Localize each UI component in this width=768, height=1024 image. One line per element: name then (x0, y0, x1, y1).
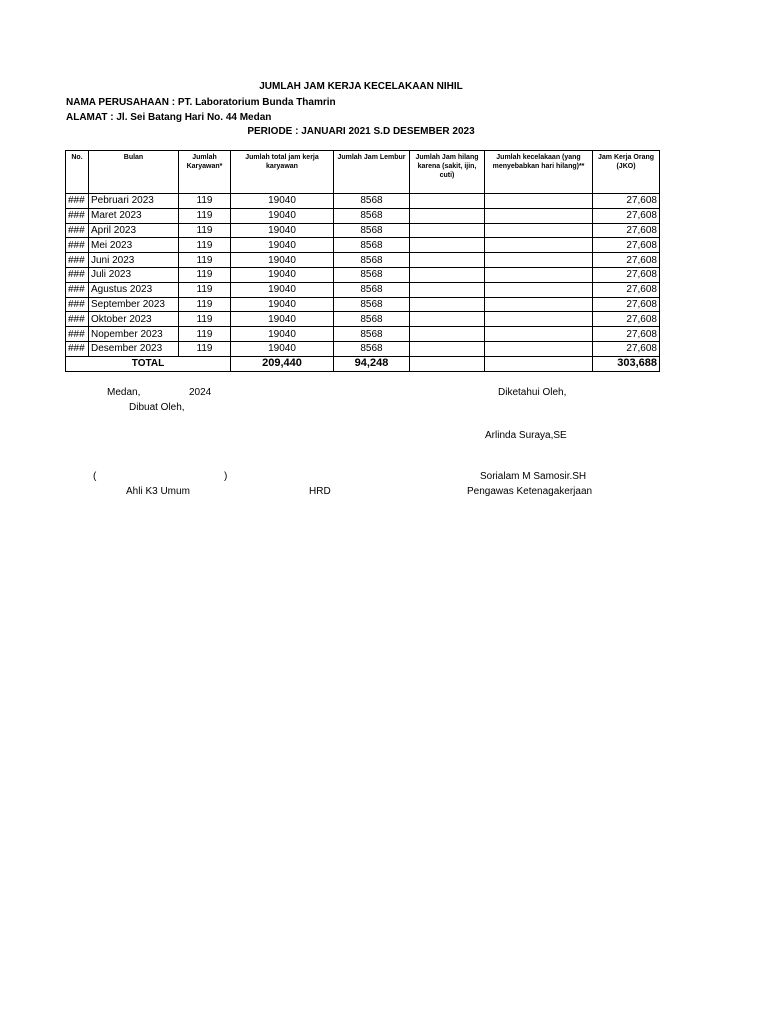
cell-kecelakaan (485, 194, 593, 209)
cell-jam-total: 19040 (231, 327, 334, 342)
table-row (66, 267, 660, 282)
cell-hilang (410, 341, 485, 356)
cell-lembur: 8568 (334, 312, 410, 327)
cell-jko: 27,608 (593, 341, 660, 356)
cell-bulan: September 2023 (89, 297, 179, 312)
cell-jam-total: 19040 (231, 223, 334, 238)
cell-karyawan: 119 (179, 312, 231, 327)
cell-jko: 27,608 (593, 297, 660, 312)
work-hours-table (65, 150, 660, 372)
total-lembur: 94,248 (334, 356, 410, 371)
cell-jko: 27,608 (593, 282, 660, 297)
cell-kecelakaan (485, 253, 593, 268)
cell-karyawan: 119 (179, 341, 231, 356)
cell-jam-total: 19040 (231, 238, 334, 253)
cell-jko: 27,608 (593, 327, 660, 342)
total-jko: 303,688 (593, 356, 660, 371)
cell-no: ### (66, 297, 89, 312)
cell-kecelakaan (485, 327, 593, 342)
role-pengawas: Pengawas Ketenagakerjaan (467, 486, 593, 497)
cell-lembur: 8568 (334, 194, 410, 209)
cell-lembur: 8568 (334, 282, 410, 297)
bracket-open: ( (93, 471, 97, 482)
cell-karyawan: 119 (179, 253, 231, 268)
cell-lembur: 8568 (334, 327, 410, 342)
cell-jam-total: 19040 (231, 341, 334, 356)
cell-karyawan: 119 (179, 208, 231, 223)
cell-hilang (410, 238, 485, 253)
cell-bulan: Juni 2023 (89, 253, 179, 268)
table-header-row (66, 151, 660, 194)
header-lembur: Jumlah Jam Lembur (334, 151, 410, 194)
header-bulan: Bulan (89, 151, 179, 194)
total-kecelakaan (485, 356, 593, 371)
table-row (66, 282, 660, 297)
header-jko: Jam Kerja Orang (JKO) (593, 151, 660, 194)
cell-bulan: Agustus 2023 (89, 282, 179, 297)
table-row (66, 253, 660, 268)
cell-kecelakaan (485, 282, 593, 297)
cell-hilang (410, 208, 485, 223)
cell-kecelakaan (485, 312, 593, 327)
cell-no: ### (66, 208, 89, 223)
cell-no: ### (66, 312, 89, 327)
cell-karyawan: 119 (179, 282, 231, 297)
cell-lembur: 8568 (334, 297, 410, 312)
cell-kecelakaan (485, 238, 593, 253)
cell-kecelakaan (485, 223, 593, 238)
header-no: No. (66, 151, 89, 194)
cell-jko: 27,608 (593, 238, 660, 253)
company-name: NAMA PERUSAHAAN : PT. Laboratorium Bunda Thamrin (66, 97, 336, 108)
total-row (66, 356, 660, 371)
cell-hilang (410, 267, 485, 282)
cell-kecelakaan (485, 341, 593, 356)
cell-jko: 27,608 (593, 312, 660, 327)
cell-karyawan: 119 (179, 238, 231, 253)
cell-bulan: Pebruari 2023 (89, 194, 179, 209)
bracket-close: ) (224, 471, 228, 482)
cell-hilang (410, 223, 485, 238)
cell-no: ### (66, 327, 89, 342)
cell-kecelakaan (485, 208, 593, 223)
signature-place: Medan, (107, 387, 141, 398)
cell-bulan: Nopember 2023 (89, 327, 179, 342)
cell-jam-total: 19040 (231, 312, 334, 327)
cell-jam-total: 19040 (231, 297, 334, 312)
cell-bulan: Maret 2023 (89, 208, 179, 223)
table-row (66, 208, 660, 223)
total-hilang (410, 356, 485, 371)
cell-kecelakaan (485, 297, 593, 312)
header-jam-total: Jumlah total jam kerja karyawan (231, 151, 334, 194)
signature-year: 2024 (189, 387, 212, 398)
role-ahli-k3: Ahli K3 Umum (126, 486, 190, 497)
cell-hilang (410, 282, 485, 297)
signer-sorialam: Sorialam M Samosir.SH (480, 471, 587, 482)
table-row (66, 297, 660, 312)
cell-hilang (410, 194, 485, 209)
total-jam-total: 209,440 (231, 356, 334, 371)
cell-jko: 27,608 (593, 253, 660, 268)
cell-lembur: 8568 (334, 223, 410, 238)
cell-karyawan: 119 (179, 223, 231, 238)
table-row (66, 341, 660, 356)
header-kecelakaan: Jumlah kecelakaan (yang menyebabkan hari hilang)** (485, 151, 593, 194)
cell-karyawan: 119 (179, 327, 231, 342)
cell-hilang (410, 253, 485, 268)
cell-no: ### (66, 267, 89, 282)
cell-jko: 27,608 (593, 267, 660, 282)
made-by-label: Dibuat Oleh, (129, 402, 185, 413)
cell-lembur: 8568 (334, 341, 410, 356)
cell-jam-total: 19040 (231, 267, 334, 282)
cell-hilang (410, 297, 485, 312)
total-label: TOTAL (66, 356, 231, 371)
cell-karyawan: 119 (179, 297, 231, 312)
cell-no: ### (66, 223, 89, 238)
table-row (66, 327, 660, 342)
role-hrd: HRD (309, 486, 331, 497)
cell-jko: 27,608 (593, 208, 660, 223)
cell-bulan: Desember 2023 (89, 341, 179, 356)
cell-jam-total: 19040 (231, 194, 334, 209)
cell-lembur: 8568 (334, 238, 410, 253)
cell-no: ### (66, 282, 89, 297)
header-hilang: Jumlah Jam hilang karena (sakit, ijin, cuti) (410, 151, 485, 194)
cell-jam-total: 19040 (231, 282, 334, 297)
cell-jam-total: 19040 (231, 253, 334, 268)
cell-jko: 27,608 (593, 223, 660, 238)
acknowledged-by-label: Diketahui Oleh, (498, 387, 567, 398)
cell-jam-total: 19040 (231, 208, 334, 223)
cell-bulan: Mei 2023 (89, 238, 179, 253)
cell-hilang (410, 312, 485, 327)
cell-lembur: 8568 (334, 208, 410, 223)
cell-lembur: 8568 (334, 267, 410, 282)
cell-bulan: Juli 2023 (89, 267, 179, 282)
document-title: JUMLAH JAM KERJA KECELAKAAN NIHIL (259, 81, 463, 92)
cell-kecelakaan (485, 267, 593, 282)
table-row (66, 194, 660, 209)
company-address: ALAMAT : Jl. Sei Batang Hari No. 44 Medan (66, 112, 272, 123)
cell-no: ### (66, 253, 89, 268)
cell-bulan: Oktober 2023 (89, 312, 179, 327)
table-row (66, 238, 660, 253)
signer-arlinda: Arlinda Suraya,SE (485, 430, 567, 441)
cell-no: ### (66, 194, 89, 209)
cell-bulan: April 2023 (89, 223, 179, 238)
cell-karyawan: 119 (179, 194, 231, 209)
cell-jko: 27,608 (593, 194, 660, 209)
cell-no: ### (66, 341, 89, 356)
cell-no: ### (66, 238, 89, 253)
table-row (66, 223, 660, 238)
report-period: PERIODE : JANUARI 2021 S.D DESEMBER 2023 (247, 126, 475, 137)
cell-hilang (410, 327, 485, 342)
cell-karyawan: 119 (179, 267, 231, 282)
header-karyawan: Jumlah Karyawan* (179, 151, 231, 194)
cell-lembur: 8568 (334, 253, 410, 268)
table-row (66, 312, 660, 327)
